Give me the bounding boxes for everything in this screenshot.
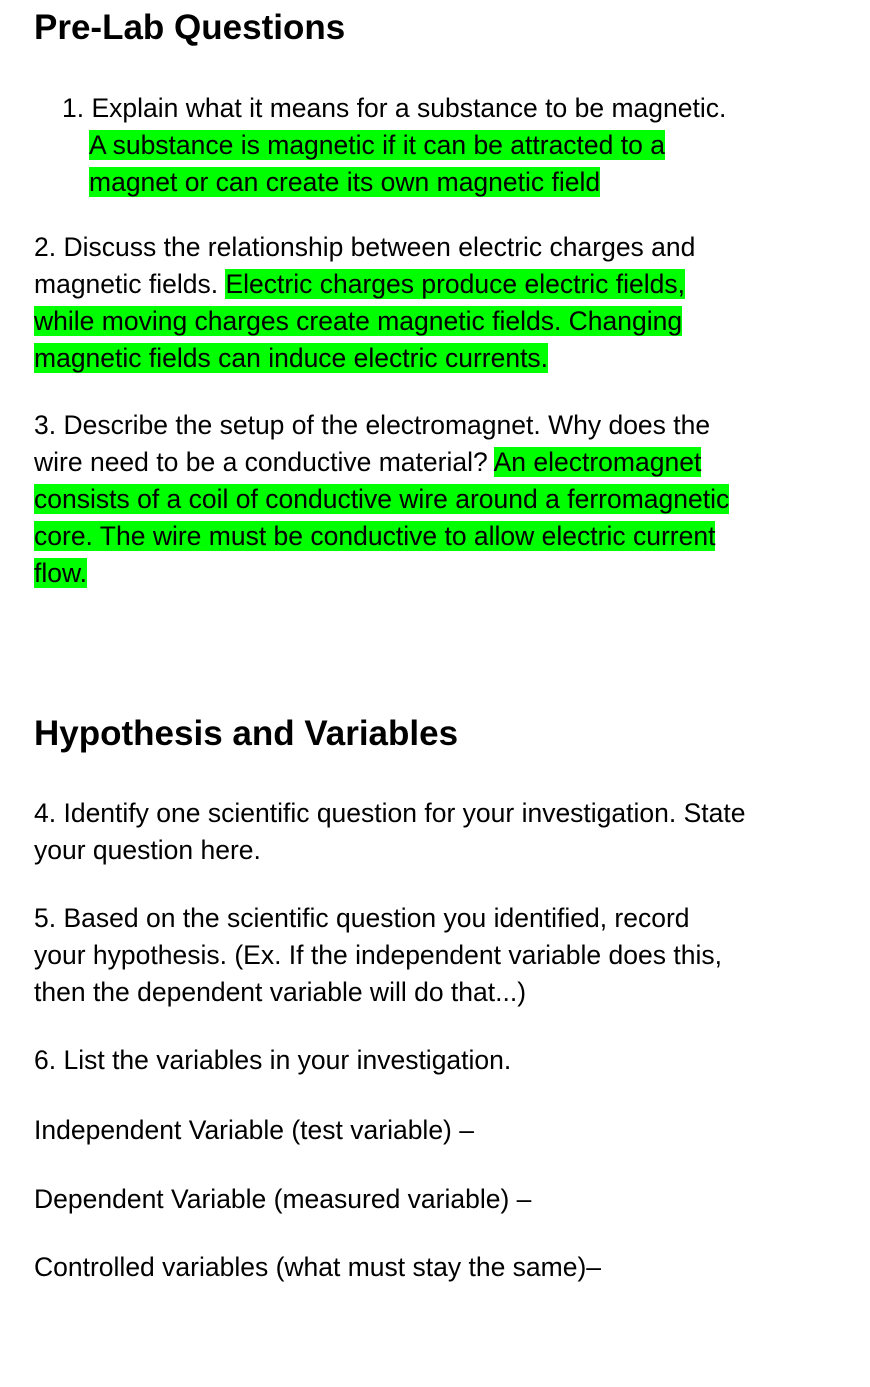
section-heading-prelab: Pre-Lab Questions: [34, 8, 346, 47]
answer-2-highlight-1: Electric charges produce electric fields,: [225, 269, 686, 299]
answer-2-highlight-3: magnetic fields can induce electric currents.: [34, 343, 549, 373]
question-1: [34, 90, 726, 201]
answer-2-line-2: [34, 303, 695, 340]
question-6: [34, 1042, 511, 1079]
answer-3-highlight-3: core. The wire must be conductive to allow electric current: [34, 521, 716, 551]
dependent-variable-label: Dependent Variable (measured variable) –: [34, 1184, 532, 1214]
question-3-line-2: [34, 444, 729, 481]
independent-variable-prompt: [34, 1112, 474, 1149]
answer-1-highlight-2: magnet or can create its own magnetic field: [89, 167, 601, 197]
question-3-text-line-2: wire need to be a conductive material?: [34, 447, 494, 477]
answer-1-line-1: [34, 127, 726, 164]
dependent-variable-prompt: [34, 1181, 531, 1218]
answer-3-highlight-4: flow.: [34, 558, 88, 588]
question-5: [34, 900, 722, 1011]
question-2: [34, 229, 695, 377]
question-3: [34, 407, 729, 592]
section-heading-hypothesis: Hypothesis and Variables: [34, 714, 459, 753]
independent-variable-label: Independent Variable (test variable) –: [34, 1115, 474, 1145]
question-2-text-line-2: magnetic fields.: [34, 269, 226, 299]
question-3-text-line-1: 3. Describe the setup of the electromagnet. Why does the: [34, 410, 711, 440]
answer-3-highlight-1: An electromagnet: [493, 447, 702, 477]
question-4-line-1: 4. Identify one scientific question for your investigation. State: [34, 798, 746, 828]
controlled-variables-label: Controlled variables (what must stay the same)–: [34, 1252, 602, 1282]
controlled-variables-prompt: [34, 1249, 601, 1286]
question-2-line-2: [34, 266, 695, 303]
answer-3-line-2: [34, 481, 729, 518]
question-6-text: 6. List the variables in your investigation.: [34, 1045, 512, 1075]
answer-1-line-2: [34, 164, 726, 201]
question-2-text-line-1: 2. Discuss the relationship between electric charges and: [34, 232, 696, 262]
question-1-text: 1. Explain what it means for a substance to be magnetic.: [62, 93, 727, 123]
answer-3-highlight-2: consists of a coil of conductive wire around a ferromagnetic: [34, 484, 730, 514]
answer-1-highlight-1: A substance is magnetic if it can be attracted to a: [89, 130, 665, 160]
answer-3-line-3: [34, 518, 729, 555]
question-4: [34, 795, 746, 869]
question-5-line-3: then the dependent variable will do that...): [34, 977, 527, 1007]
answer-2-line-3: [34, 340, 695, 377]
question-5-line-1: 5. Based on the scientific question you identified, record: [34, 903, 690, 933]
answer-2-highlight-2: while moving charges create magnetic fields. Changing: [34, 306, 683, 336]
answer-3-line-4: [34, 555, 729, 592]
question-4-line-2: your question here.: [34, 835, 261, 865]
question-5-line-2: your hypothesis. (Ex. If the independent variable does this,: [34, 940, 722, 970]
